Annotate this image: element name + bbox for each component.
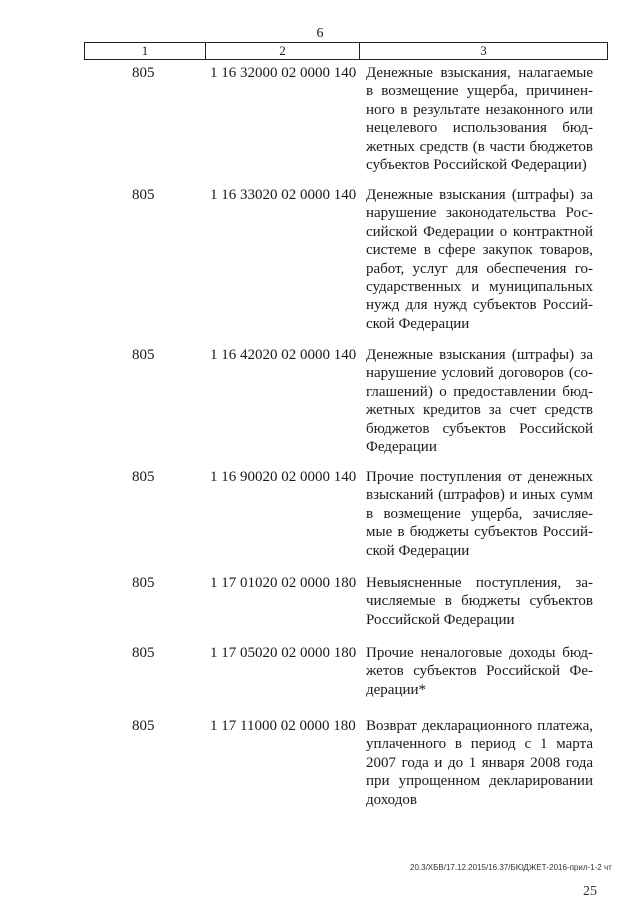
description-line: взысканий (штрафов) и иных сумм [366,487,593,504]
description-line: работ, услуг для обеспечения го- [366,260,593,277]
revenue-description [366,644,593,699]
description-line: Денежные взыскания (штрафы) за [366,347,593,363]
description-line: системе в сфере закупок товаров, [366,242,593,259]
description-line: Невыясненные поступления, за- [366,575,593,591]
admin-code: 805 [132,65,155,81]
revenue-description [366,468,593,560]
sheet-number: 25 [583,884,597,899]
description-line: нарушение условий договоров (со- [366,365,593,382]
budget-classification-code: 1 16 42020 02 0000 140 [210,347,357,363]
admin-code: 805 [132,347,155,363]
description-line: сударственных и муниципальных [366,279,593,296]
revenue-description [366,574,593,629]
budget-classification-code: 1 16 33020 02 0000 140 [210,187,357,203]
admin-code: 805 [132,575,155,591]
page-number: 6 [316,26,324,41]
description-line: мые в бюджеты субъектов Россий- [366,524,593,541]
description-line: жетов субъектов Российской Фе- [366,663,593,680]
description-line: жетных средств (в части бюджетов [366,138,593,155]
budget-classification-code: 1 17 05020 02 0000 180 [210,645,357,661]
budget-classification-code: 1 17 01020 02 0000 180 [210,575,357,591]
description-line: доходов [366,791,417,808]
revenue-description [366,64,593,174]
description-line: нужд для нужд субъектов Россий- [366,297,593,314]
description-line: субъектов Российской Федерации) [366,157,587,174]
description-line: 2007 года и до 1 января 2008 года [366,754,593,771]
description-line: Прочие поступления от денежных [366,469,593,485]
description-line: Прочие неналоговые доходы бюд- [366,645,593,661]
description-line: сийской Федерации о контрактной [366,223,593,240]
description-line: нецелевого использования бюд- [366,120,593,137]
document-code: 20.3/ХБВ/17.12.2015/16.37/БЮДЖЕТ-2016-прил-1-2 чт [410,863,612,872]
description-line: в возмещение ущерба, зачисляе- [366,505,593,522]
description-line: глашений) о предоставлении бюд- [366,383,593,400]
description-line: при упрощенном декларировании [366,773,593,790]
budget-classification-code: 1 17 11000 02 0000 180 [210,718,356,734]
header-col-1: 1 [85,43,206,59]
revenue-description [366,346,593,456]
description-line: ской Федерации [366,315,470,332]
revenue-description [366,717,593,809]
table-header [84,42,608,60]
description-line: в возмещение ущерба, причинен- [366,83,593,100]
description-line: Федерации [366,439,437,456]
description-line: ской Федерации [366,542,470,559]
budget-classification-code: 1 16 90020 02 0000 140 [210,469,357,485]
admin-code: 805 [132,469,155,485]
description-line: Денежные взыскания, налагаемые [366,65,593,81]
admin-code: 805 [132,718,155,734]
description-line: Возврат декларационного платежа, [366,718,593,734]
header-col-3: 3 [480,43,487,58]
admin-code: 805 [132,645,155,661]
description-line: Российской Федерации [366,611,515,628]
description-line: дерации* [366,681,427,698]
description-line: бюджетов субъектов Российской [366,420,593,437]
description-line: жетных кредитов за счет средств [366,402,593,419]
budget-classification-code: 1 16 32000 02 0000 140 [210,65,357,81]
header-col-2: 2 [206,43,360,59]
description-line: Денежные взыскания (штрафы) за [366,187,593,203]
description-line: числяемые в бюджеты субъектов [366,593,593,610]
description-line: уплаченного в период с 1 марта [366,736,593,753]
description-line: ного в результате незаконного или [366,101,593,118]
admin-code: 805 [132,187,155,203]
description-line: нарушение законодательства Рос- [366,205,593,222]
revenue-description [366,186,593,333]
